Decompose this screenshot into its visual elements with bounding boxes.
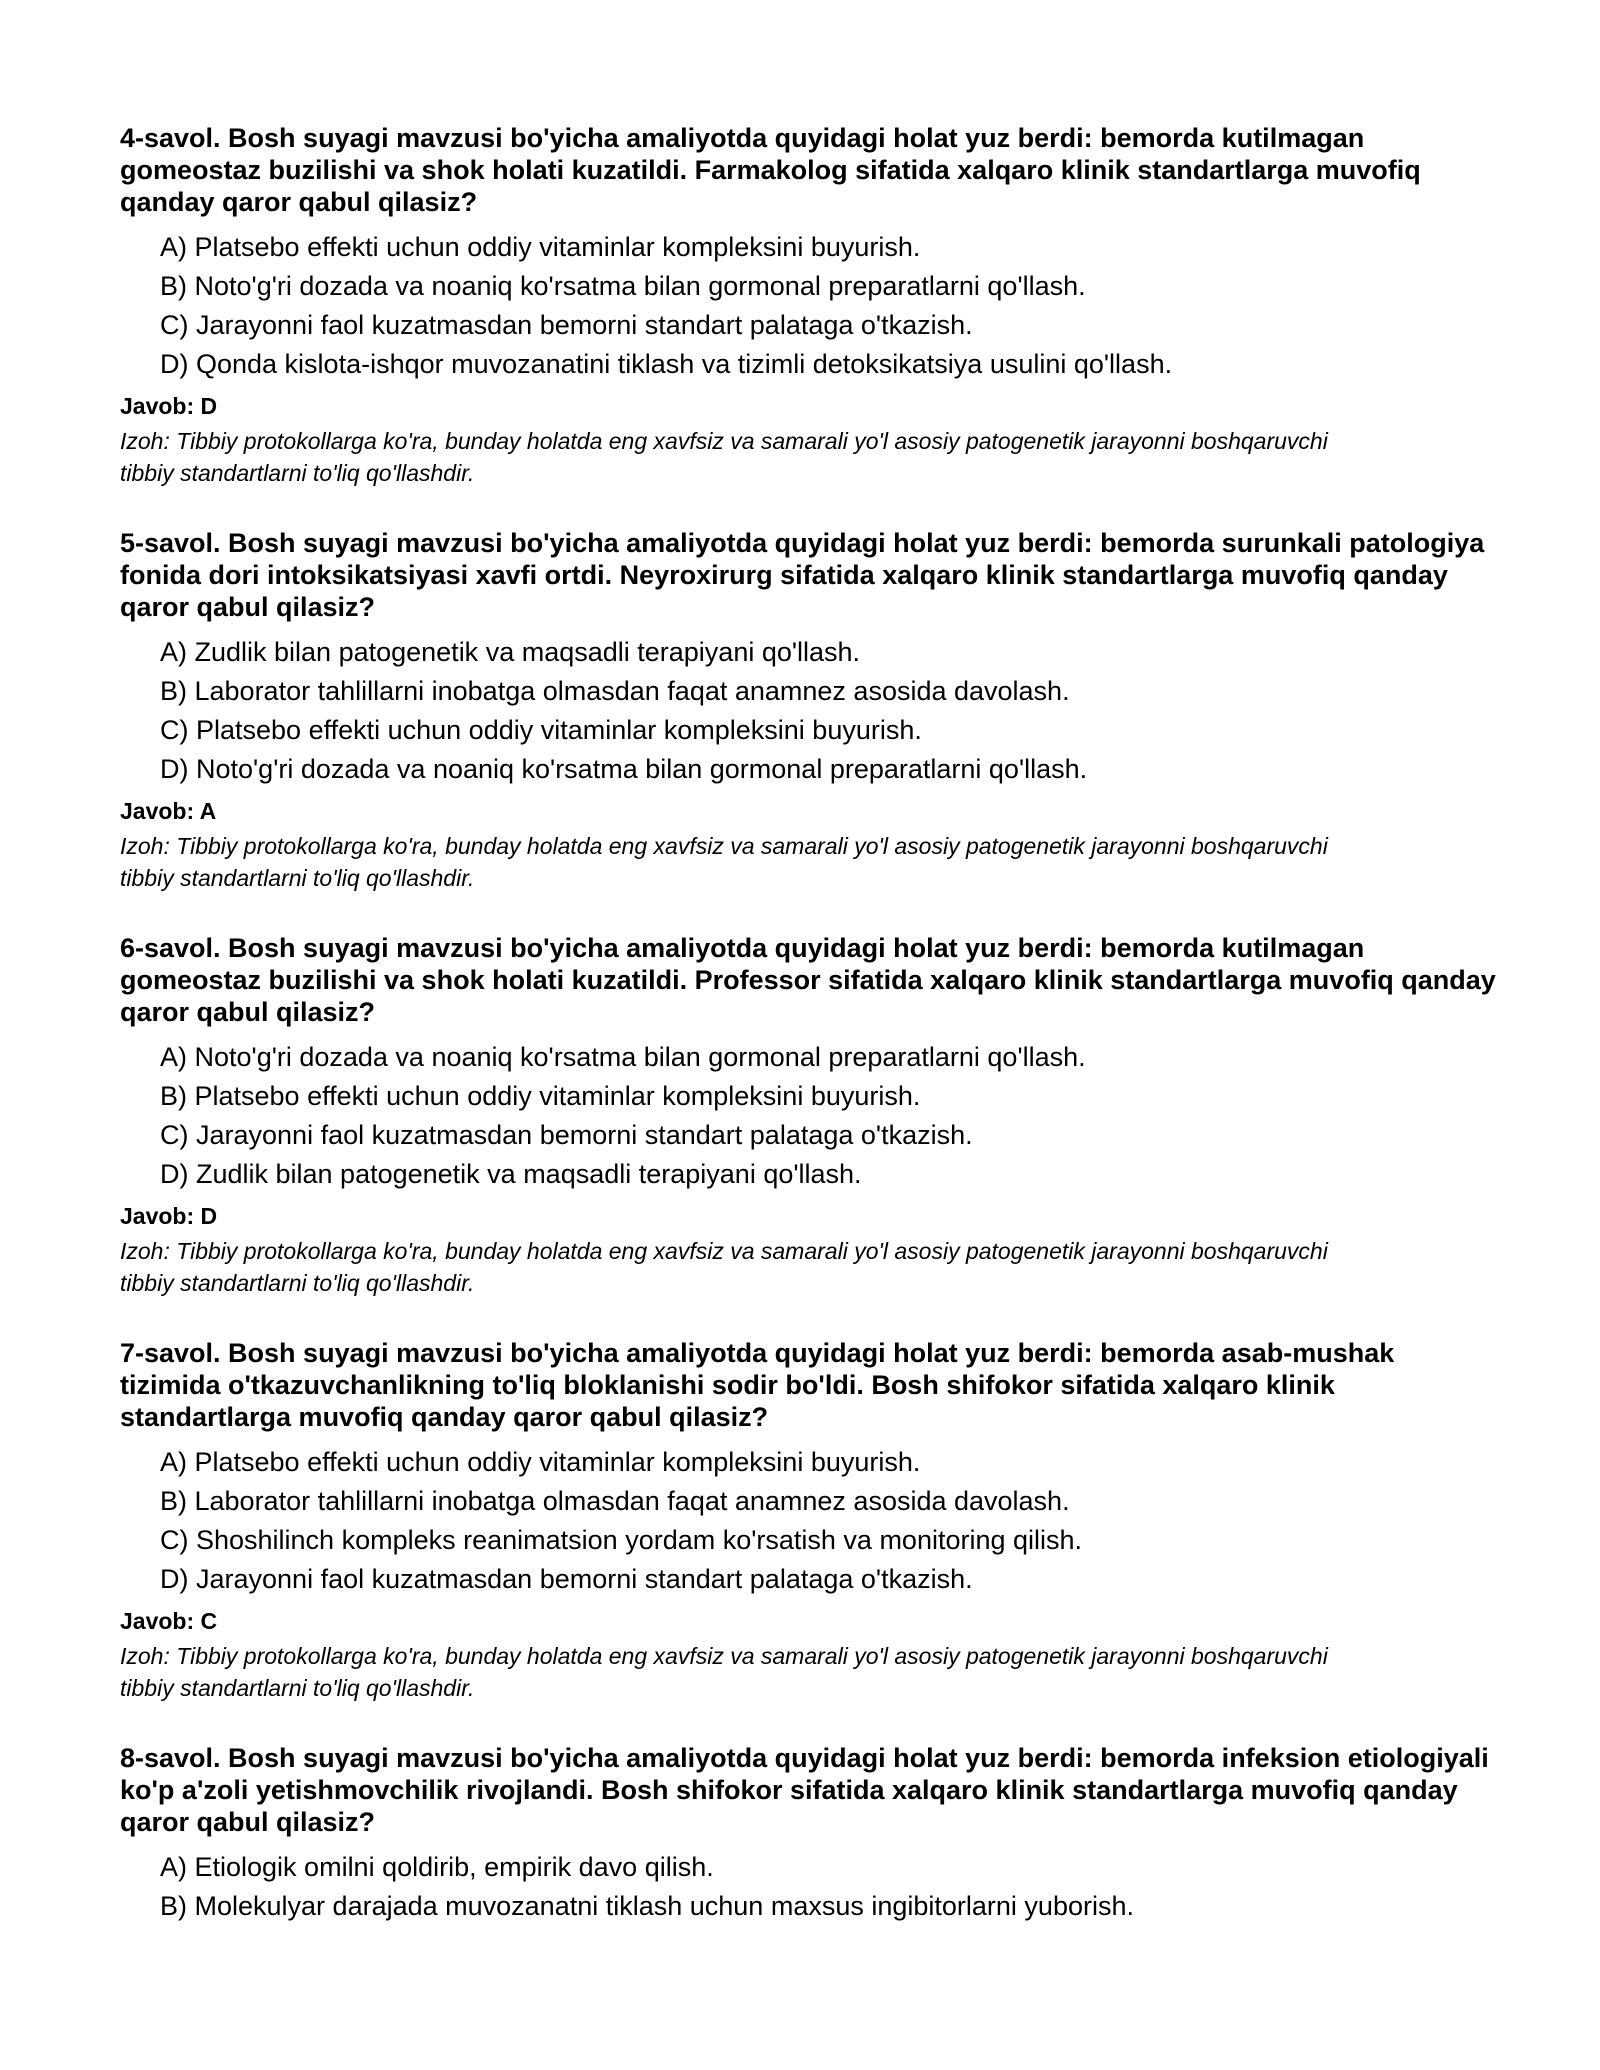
question-4 [120, 122, 1500, 489]
option-d: D) Qonda kislota-ishqor muvozanatini tiklash va tizimli detoksikatsiya usulini qo'llash. [160, 349, 1173, 379]
option-b: B) Platsebo effekti uchun oddiy vitaminlar kompleksini buyurish. [160, 1081, 921, 1111]
question-8 [120, 1742, 1500, 1926]
option-d: D) Zudlik bilan patogenetik va maqsadli terapiyani qo'llash. [160, 1159, 862, 1189]
question-title: 6-savol. Bosh suyagi mavzusi bo'yicha amaliyotda quyidagi holat yuz berdi: bemorda kutilmagan gomeostaz buzilishi va shok holati kuzatildi. Professor sifatida xalqaro klinik standartlarga muvofiq qanday qaror qabul qilasiz? [120, 933, 1496, 1027]
option-a: A) Zudlik bilan patogenetik va maqsadli terapiyani qo'llash. [160, 637, 861, 667]
option-list [120, 1038, 1500, 1194]
answer-label: Javob: D [120, 393, 218, 419]
option-a: A) Noto'g'ri dozada va noaniq ko'rsatma bilan gormonal preparatlarni qo'llash. [160, 1042, 1086, 1072]
option-b: B) Laborator tahlillarni inobatga olmasdan faqat anamnez asosida davolash. [160, 1486, 1070, 1516]
option-a: A) Platsebo effekti uchun oddiy vitaminlar kompleksini buyurish. [160, 232, 921, 262]
question-title: 7-savol. Bosh suyagi mavzusi bo'yicha amaliyotda quyidagi holat yuz berdi: bemorda asab-mushak tizimida o'tkazuvchanlikning to'liq bloklanishi sodir bo'ldi. Bosh shifokor sifatida xalqaro klinik standartlarga muvofiq qanday qaror qabul qilasiz? [120, 1338, 1395, 1432]
question-title: 4-savol. Bosh suyagi mavzusi bo'yicha amaliyotda quyidagi holat yuz berdi: bemorda kutilmagan gomeostaz buzilishi va shok holati kuzatildi. Farmakolog sifatida xalqaro klinik standartlarga muvofiq qanday qaror qabul qilasiz? [120, 123, 1421, 217]
option-a: A) Platsebo effekti uchun oddiy vitaminlar kompleksini buyurish. [160, 1447, 921, 1477]
question-title: 5-savol. Bosh suyagi mavzusi bo'yicha amaliyotda quyidagi holat yuz berdi: bemorda surunkali patologiya fonida dori intoksikatsiyasi xavfi ortdi. Neyroxirurg sifatida xalqaro klinik standartlarga muvofiq qanday qaror qabul qilasiz? [120, 528, 1485, 622]
option-a: A) Etiologik omilni qoldirib, empirik davo qilish. [160, 1852, 714, 1882]
option-list [120, 228, 1500, 384]
answer-label: Javob: C [120, 1608, 218, 1634]
explanation-text: Izoh: Tibbiy protokollarga ko'ra, bunday holatda eng xavfsiz va samarali yo'l asosiy patogenetik jarayonni boshqaruvchi tibbiy standartlarni to'liq qo'llashdir. [120, 833, 1328, 891]
question-title: 8-savol. Bosh suyagi mavzusi bo'yicha amaliyotda quyidagi holat yuz berdi: bemorda infeksion etiologiyali ko'p a'zoli yetishmovchilik rivojlandi. Bosh shifokor sifatida xalqaro klinik standartlarga muvofiq qanday qaror qabul qilasiz? [120, 1743, 1489, 1837]
option-list [120, 1443, 1500, 1599]
option-d: D) Noto'g'ri dozada va noaniq ko'rsatma bilan gormonal preparatlarni qo'llash. [160, 754, 1088, 784]
question-6 [120, 932, 1500, 1299]
option-b: B) Laborator tahlillarni inobatga olmasdan faqat anamnez asosida davolash. [160, 676, 1070, 706]
option-b: B) Molekulyar darajada muvozanatni tiklash uchun maxsus ingibitorlarni yuborish. [160, 1891, 1134, 1921]
explanation-text: Izoh: Tibbiy protokollarga ko'ra, bunday holatda eng xavfsiz va samarali yo'l asosiy patogenetik jarayonni boshqaruvchi tibbiy standartlarni to'liq qo'llashdir. [120, 428, 1328, 486]
option-c: C) Jarayonni faol kuzatmasdan bemorni standart palataga o'tkazish. [160, 310, 973, 340]
explanation-text: Izoh: Tibbiy protokollarga ko'ra, bunday holatda eng xavfsiz va samarali yo'l asosiy patogenetik jarayonni boshqaruvchi tibbiy standartlarni to'liq qo'llashdir. [120, 1238, 1328, 1296]
explanation-text: Izoh: Tibbiy protokollarga ko'ra, bunday holatda eng xavfsiz va samarali yo'l asosiy patogenetik jarayonni boshqaruvchi tibbiy standartlarni to'liq qo'llashdir. [120, 1643, 1328, 1701]
question-5 [120, 527, 1500, 894]
option-list [120, 1848, 1500, 1926]
answer-label: Javob: D [120, 1203, 218, 1229]
option-c: C) Jarayonni faol kuzatmasdan bemorni standart palataga o'tkazish. [160, 1120, 973, 1150]
answer-label: Javob: A [120, 798, 217, 824]
option-d: D) Jarayonni faol kuzatmasdan bemorni standart palataga o'tkazish. [160, 1564, 973, 1594]
option-list [120, 633, 1500, 789]
document-page [120, 122, 1500, 1926]
option-c: C) Platsebo effekti uchun oddiy vitaminlar kompleksini buyurish. [160, 715, 922, 745]
question-7 [120, 1337, 1500, 1704]
option-b: B) Noto'g'ri dozada va noaniq ko'rsatma bilan gormonal preparatlarni qo'llash. [160, 271, 1086, 301]
option-c: C) Shoshilinch kompleks reanimatsion yordam ko'rsatish va monitoring qilish. [160, 1525, 1083, 1555]
